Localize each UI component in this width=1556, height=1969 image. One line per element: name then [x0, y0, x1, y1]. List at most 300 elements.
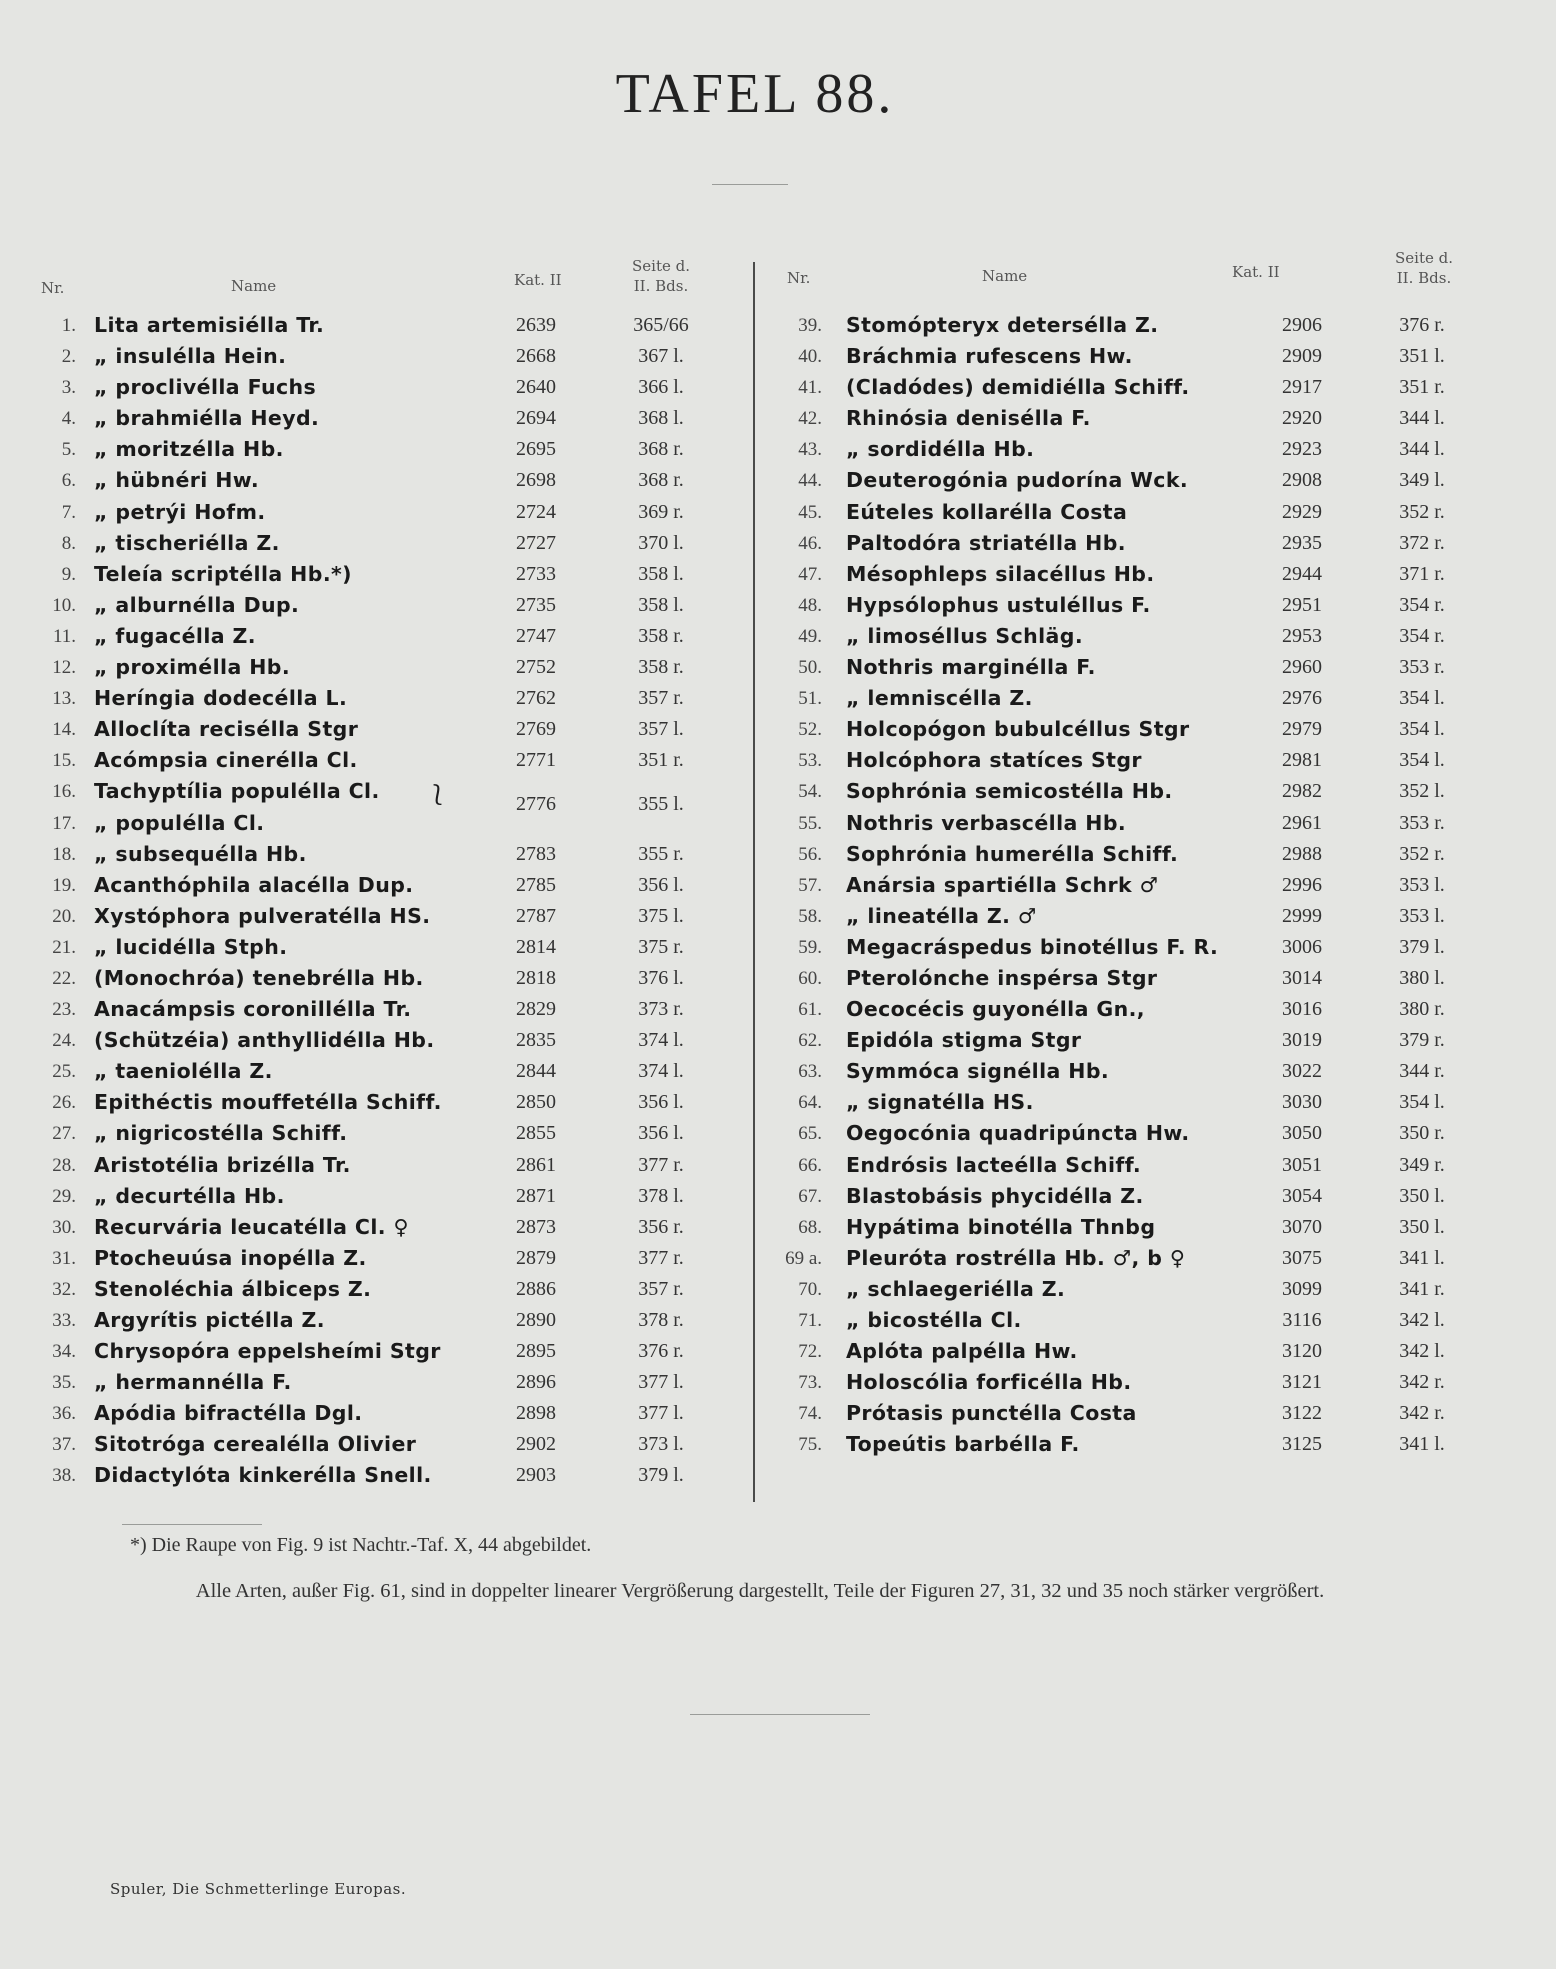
- species-name: Stenoléchia álbiceps Z.: [94, 1276, 372, 1301]
- row-number: 36.: [52, 1403, 76, 1425]
- species-name: „ nigricostélla Schiff.: [94, 1121, 348, 1146]
- row-number: 22.: [52, 967, 76, 989]
- catalogue-number: 2909: [1282, 345, 1322, 368]
- catalogue-number: 2988: [1282, 842, 1322, 865]
- row-number: 10.: [52, 594, 76, 616]
- catalogue-number: 2902: [516, 1433, 556, 1456]
- row-number: 4.: [61, 408, 76, 430]
- page-reference: 354 l.: [1399, 718, 1445, 741]
- species-name: Chrysopóra eppelsheími Stgr: [94, 1339, 441, 1364]
- page-reference: 356 r.: [638, 1215, 684, 1238]
- row-number: 75.: [798, 1434, 822, 1456]
- table-row: [782, 1087, 1482, 1118]
- table-row: [782, 901, 1482, 932]
- row-number: 51.: [798, 688, 822, 710]
- table-row: [36, 994, 736, 1025]
- table-row: [36, 1243, 736, 1274]
- table-row: [36, 1429, 736, 1460]
- catalogue-number: 2951: [1282, 593, 1322, 616]
- table-row: [782, 1118, 1482, 1149]
- row-number: 3.: [61, 377, 76, 399]
- table-row: [782, 1367, 1482, 1398]
- row-number: 12.: [52, 657, 76, 679]
- species-name: Sitotróga cerealélla Olivier: [94, 1432, 417, 1457]
- page-reference: 368 l.: [638, 407, 684, 430]
- species-name: Symmóca signélla Hb.: [846, 1059, 1110, 1084]
- page-reference: 368 r.: [638, 469, 684, 492]
- catalogue-number: 2769: [516, 718, 556, 741]
- species-name: Megacráspedus binotéllus F. R.: [846, 934, 1219, 959]
- species-name: „ schlaegeriélla Z.: [846, 1276, 1066, 1301]
- catalogue-number: 2981: [1282, 749, 1322, 772]
- species-name: „ decurtélla Hb.: [94, 1183, 285, 1208]
- species-name: (Monochróa) tenebrélla Hb.: [94, 965, 424, 990]
- page-reference: 376 r.: [638, 1340, 684, 1363]
- page-reference: 350 l.: [1399, 1215, 1445, 1238]
- row-number: 1.: [61, 315, 76, 336]
- page-reference: 351 l.: [1399, 345, 1445, 368]
- table-row: [782, 559, 1482, 590]
- page-reference: 375 r.: [638, 935, 684, 958]
- table-row: [36, 1398, 736, 1429]
- row-number: 46.: [798, 532, 822, 554]
- row-number: 23.: [52, 999, 76, 1021]
- species-name: „ brahmiélla Heyd.: [94, 406, 320, 431]
- species-table-left: [36, 250, 736, 1492]
- catalogue-number: 2979: [1282, 718, 1322, 741]
- species-name: Heríngia dodecélla L.: [94, 686, 348, 711]
- brace-upper-icon: ⎱: [428, 783, 448, 806]
- species-name: Recurvária leucatélla Cl. ♀: [94, 1214, 409, 1239]
- row-number: 67.: [798, 1185, 822, 1207]
- row-number: 71.: [798, 1310, 822, 1331]
- page-reference: 354 l.: [1399, 687, 1445, 710]
- table-row: [782, 1243, 1482, 1274]
- row-number: 59.: [798, 936, 822, 958]
- catalogue-number: 3054: [1282, 1184, 1322, 1207]
- page-reference: 358 l.: [638, 593, 684, 616]
- page-reference: 373 r.: [638, 998, 684, 1021]
- table-row: [36, 652, 736, 683]
- row-number: 45.: [798, 501, 822, 523]
- species-name: Pleuróta rostrélla Hb. ♂, b ♀: [846, 1245, 1186, 1270]
- catalogue-number: 2724: [516, 500, 556, 523]
- species-name: Deuterogónia pudorína Wck.: [846, 468, 1189, 493]
- catalogue-number: 2908: [1282, 469, 1322, 492]
- merged-catalogue-number: 2776: [516, 792, 556, 815]
- page-reference: 341 l.: [1399, 1433, 1445, 1456]
- title-divider: [712, 184, 788, 185]
- row-number: 41.: [798, 377, 822, 399]
- row-number: 38.: [52, 1465, 76, 1487]
- species-name: „ taeniolélla Z.: [94, 1059, 273, 1084]
- species-name: Holcóphora statíces Stgr: [846, 748, 1142, 773]
- row-number: 33.: [52, 1310, 76, 1331]
- page-reference: 372 r.: [1399, 531, 1445, 554]
- species-name: „ lemniscélla Z.: [846, 686, 1033, 711]
- table-row: [36, 1336, 736, 1367]
- page-reference: 341 l.: [1399, 1246, 1445, 1269]
- table-row: [782, 776, 1482, 807]
- page-reference: 344 r.: [1399, 1060, 1445, 1083]
- species-name: Anacámpsis coronillélla Tr.: [94, 997, 412, 1022]
- page-reference: 341 r.: [1399, 1277, 1445, 1300]
- species-name: „ bicostélla Cl.: [846, 1308, 1022, 1332]
- plate-title: TAFEL 88.: [615, 63, 895, 125]
- catalogue-number: 3022: [1282, 1060, 1322, 1083]
- row-number: 48.: [798, 594, 822, 616]
- row-number: 53.: [798, 750, 822, 772]
- header-name: Name: [982, 267, 1028, 285]
- catalogue-number: 2695: [516, 438, 556, 461]
- row-number: 8.: [61, 532, 76, 554]
- page-reference: 378 r.: [638, 1309, 684, 1331]
- table-row: [782, 963, 1482, 994]
- table-row: [782, 683, 1482, 714]
- table-row: [782, 465, 1482, 496]
- table-row: [36, 310, 736, 341]
- row-number: 70.: [798, 1278, 822, 1300]
- row-number: 7.: [61, 501, 76, 523]
- catalogue-number: 2903: [516, 1464, 556, 1487]
- table-row: [36, 497, 736, 528]
- page-reference: 344 l.: [1399, 438, 1445, 461]
- species-name: Nothris verbascélla Hb.: [846, 810, 1127, 835]
- species-name: „ subsequélla Hb.: [94, 841, 307, 866]
- rows-left: [36, 310, 736, 1492]
- species-name: „ alburnélla Dup.: [94, 592, 300, 617]
- page-reference: 353 r.: [1399, 811, 1445, 834]
- page-reference: 380 r.: [1399, 998, 1445, 1021]
- row-number: 58.: [798, 905, 822, 927]
- page-reference: 349 l.: [1399, 469, 1445, 492]
- catalogue-number: 3016: [1282, 998, 1322, 1021]
- table-row: [36, 1150, 736, 1181]
- page-reference: 366 l.: [638, 376, 684, 399]
- species-name: „ lineatélla Z. ♂: [846, 903, 1037, 928]
- row-number: 66.: [798, 1154, 822, 1176]
- table-row: [782, 994, 1482, 1025]
- table-row: [782, 1336, 1482, 1367]
- species-name: „ insuléllа Hein.: [94, 344, 287, 369]
- catalogue-number: 2871: [516, 1184, 556, 1207]
- table-row: [36, 590, 736, 621]
- row-number: 74.: [798, 1403, 822, 1425]
- table-row: [36, 1025, 736, 1056]
- table-row: [782, 590, 1482, 621]
- page-reference: 375 l.: [638, 904, 684, 927]
- page-reference: 370 l.: [638, 531, 684, 554]
- catalogue-number: 2906: [1282, 314, 1322, 336]
- species-name: Xystóphora pulveratélla HS.: [94, 903, 431, 928]
- species-name: Holcopógon bubulcéllus Stgr: [846, 717, 1190, 742]
- row-number: 57.: [798, 874, 822, 896]
- bottom-divider: [690, 1714, 870, 1715]
- page-reference: 376 l.: [638, 966, 684, 989]
- catalogue-number: 3070: [1282, 1215, 1322, 1238]
- page-reference: 356 l.: [638, 1091, 684, 1114]
- page-reference: 354 r.: [1399, 624, 1445, 647]
- row-number: 43.: [798, 439, 822, 461]
- row-number: 62.: [798, 1030, 822, 1052]
- catalogue-number: 3122: [1282, 1402, 1322, 1425]
- table-row: [36, 528, 736, 559]
- row-number: 31.: [52, 1247, 76, 1269]
- table-row: [36, 870, 736, 901]
- species-name: Aplóta palpélla Hw.: [846, 1339, 1078, 1364]
- table-row: [782, 1398, 1482, 1429]
- catalogue-number: 2944: [1282, 562, 1322, 585]
- table-row: [782, 1025, 1482, 1056]
- catalogue-number: 2735: [516, 593, 556, 616]
- header-kat: Kat. II: [514, 271, 562, 289]
- species-name: Teleía scriptélla Hb.*): [94, 561, 352, 586]
- species-name: „ proximélla Hb.: [94, 655, 291, 680]
- table-row: [782, 1150, 1482, 1181]
- row-number: 39.: [798, 315, 822, 336]
- page-reference: 374 l.: [638, 1060, 684, 1083]
- catalogue-number: 2829: [516, 998, 556, 1021]
- table-row: [782, 1056, 1482, 1087]
- page-reference: 379 l.: [638, 1464, 684, 1487]
- page-reference: 358 r.: [638, 656, 684, 679]
- row-number: 27.: [52, 1123, 76, 1145]
- species-name: „ fugacélla Z.: [94, 623, 256, 648]
- row-number: 61.: [798, 999, 822, 1021]
- row-number: 18.: [52, 843, 76, 865]
- catalogue-number: 3019: [1282, 1029, 1322, 1052]
- catalogue-number: 2785: [516, 873, 556, 896]
- species-name: Oegocónia quadripúncta Hw.: [846, 1121, 1190, 1146]
- row-number: 68.: [798, 1216, 822, 1238]
- species-name: „ lucidélla Stph.: [94, 934, 288, 959]
- species-name: Mésophleps silacéllus Hb.: [846, 561, 1155, 586]
- species-name: Pterolónche inspérsa Stgr: [846, 965, 1158, 990]
- table-row: [782, 1429, 1482, 1460]
- catalogue-number: 3075: [1282, 1246, 1322, 1269]
- page-reference: 353 r.: [1399, 656, 1445, 679]
- page-reference: 377 r.: [638, 1246, 684, 1269]
- catalogue-number: 3014: [1282, 966, 1322, 989]
- header-seite: [626, 256, 696, 296]
- table-row: [782, 839, 1482, 870]
- table-row: [782, 1305, 1482, 1336]
- catalogue-number: 2961: [1282, 811, 1322, 834]
- row-number: 24.: [52, 1030, 76, 1052]
- magnification-note: Alle Arten, außer Fig. 61, sind in doppelter linearer Vergrößerung dargestellt, Teile der Figuren 27, 31, 32 und 35 noch stärker vergrößert.: [195, 1580, 1325, 1602]
- header-kat: Kat. II: [1232, 263, 1280, 281]
- catalogue-number: 2855: [516, 1122, 556, 1145]
- table-row: [36, 372, 736, 403]
- page-reference: 368 r.: [638, 438, 684, 461]
- species-name: Prótasis punctélla Costa: [846, 1401, 1137, 1426]
- species-name: (Cladódes) demidiélla Schiff.: [846, 375, 1190, 400]
- header-seite-line2: II. Bds.: [633, 277, 689, 295]
- species-name: Apódia bifractélla Dgl.: [94, 1401, 363, 1426]
- species-name: Aristotélia brizélla Tr.: [94, 1152, 351, 1177]
- rows-right: [782, 310, 1482, 1460]
- page-reference: 352 r.: [1399, 842, 1445, 865]
- species-name: Endrósis lacteélla Schiff.: [846, 1152, 1142, 1177]
- row-number: 19.: [52, 874, 76, 896]
- species-name: Oecocécis guyonélla Gn.,: [846, 997, 1145, 1022]
- table-row: [36, 465, 736, 496]
- catalogue-number: 2818: [516, 966, 556, 989]
- row-number: 64.: [798, 1092, 822, 1114]
- table-row: [782, 714, 1482, 745]
- row-number: 37.: [52, 1434, 76, 1456]
- catalogue-number: 2996: [1282, 873, 1322, 896]
- catalogue-number: 2787: [516, 904, 556, 927]
- catalogue-number: 2747: [516, 624, 556, 647]
- table-row: [36, 403, 736, 434]
- page-reference: 374 l.: [638, 1029, 684, 1052]
- page-reference: 351 r.: [638, 749, 684, 772]
- row-number: 17.: [52, 812, 76, 834]
- table-row: [782, 808, 1482, 839]
- publisher-line: Spuler, Die Schmetterlinge Europas.: [110, 1880, 407, 1898]
- catalogue-number: 2783: [516, 842, 556, 865]
- species-name: Acanthóphila alacélla Dup.: [94, 872, 414, 897]
- table-row: [36, 1212, 736, 1243]
- catalogue-number: 2844: [516, 1060, 556, 1083]
- catalogue-number: 2920: [1282, 407, 1322, 430]
- catalogue-number: 3121: [1282, 1371, 1322, 1394]
- page-reference: 350 r.: [1399, 1122, 1445, 1145]
- table-row: [36, 745, 736, 776]
- table-row: [782, 403, 1482, 434]
- page-reference: 350 l.: [1399, 1184, 1445, 1207]
- table-row: [36, 932, 736, 963]
- catalogue-number: 2886: [516, 1277, 556, 1300]
- table-row: [36, 1460, 736, 1491]
- species-name: Paltodóra striatélla Hb.: [846, 530, 1126, 555]
- row-number: 40.: [798, 346, 822, 368]
- page-reference: 342 r.: [1399, 1402, 1445, 1425]
- page-reference: 354 l.: [1399, 1091, 1445, 1114]
- table-row: [782, 497, 1482, 528]
- catalogue-number: 2976: [1282, 687, 1322, 710]
- table-row: [782, 310, 1482, 341]
- table-header-right: [782, 250, 1482, 310]
- table-row: [36, 839, 736, 870]
- page-reference: 342 r.: [1399, 1371, 1445, 1394]
- row-number: 60.: [798, 967, 822, 989]
- catalogue-number: 3125: [1282, 1433, 1322, 1456]
- page-reference: 354 r.: [1399, 593, 1445, 616]
- row-number: 47.: [798, 563, 822, 585]
- species-name: Argyrítis pictélla Z.: [94, 1308, 325, 1332]
- page-reference: 356 l.: [638, 1122, 684, 1145]
- page-reference: 358 r.: [638, 624, 684, 647]
- row-number: 50.: [798, 657, 822, 679]
- row-number: 29.: [52, 1185, 76, 1207]
- catalogue-number: 2917: [1282, 376, 1322, 399]
- catalogue-number: 2640: [516, 376, 556, 399]
- catalogue-number: 2694: [516, 407, 556, 430]
- table-row: [36, 1274, 736, 1305]
- species-name: Epithéctis mouffetélla Schiff.: [94, 1090, 442, 1115]
- page-reference: 379 r.: [1399, 1029, 1445, 1052]
- species-name: Blastobásis phycidélla Z.: [846, 1183, 1144, 1208]
- page-reference: 377 l.: [638, 1402, 684, 1425]
- catalogue-number: 2850: [516, 1091, 556, 1114]
- row-number: 26.: [52, 1092, 76, 1114]
- table-row: [782, 434, 1482, 465]
- table-row: [782, 932, 1482, 963]
- row-number: 25.: [52, 1061, 76, 1083]
- catalogue-number: 2982: [1282, 780, 1322, 803]
- species-name: Sophrónia humerélla Schiff.: [846, 841, 1179, 866]
- page-reference: 371 r.: [1399, 562, 1445, 585]
- catalogue-number: 2814: [516, 935, 556, 958]
- species-name: Hypsólophus ustuléllus F.: [846, 592, 1151, 617]
- table-row: [36, 1056, 736, 1087]
- table-row: [782, 652, 1482, 683]
- table-row: [36, 901, 736, 932]
- table-row: [782, 341, 1482, 372]
- species-name: „ limoséllus Schläg.: [846, 623, 1084, 648]
- merged-page-reference: 355 l.: [638, 792, 684, 815]
- catalogue-number: 2835: [516, 1029, 556, 1052]
- species-name: Lita artemisiélla Tr.: [94, 313, 325, 337]
- page-reference: 377 l.: [638, 1371, 684, 1394]
- species-name: „ signatélla HS.: [846, 1090, 1034, 1115]
- catalogue-number: 2999: [1282, 904, 1322, 927]
- row-number: 13.: [52, 688, 76, 710]
- page-reference: 349 r.: [1399, 1153, 1445, 1176]
- species-name: „ hermannélla F.: [94, 1370, 292, 1395]
- table-row: [36, 341, 736, 372]
- row-number: 34.: [52, 1341, 76, 1363]
- species-name: „ moritzélla Hb.: [94, 437, 284, 462]
- page-reference: 352 r.: [1399, 500, 1445, 523]
- species-name: Nothris marginélla F.: [846, 655, 1096, 680]
- page-reference: 352 l.: [1399, 780, 1445, 803]
- row-number: 16.: [52, 781, 76, 803]
- page-reference: 373 l.: [638, 1433, 684, 1456]
- species-name: Alloclíta recisélla Stgr: [94, 717, 359, 742]
- table-row: [36, 963, 736, 994]
- catalogue-number: 2929: [1282, 500, 1322, 523]
- catalogue-number: 2960: [1282, 656, 1322, 679]
- species-name: Stomópteryx detersélla Z.: [846, 313, 1159, 337]
- table-row: [36, 1305, 736, 1336]
- row-number: 52.: [798, 719, 822, 741]
- table-row: [36, 434, 736, 465]
- row-number: 42.: [798, 408, 822, 430]
- table-row: [36, 1087, 736, 1118]
- table-row: [36, 1118, 736, 1149]
- species-name: Didactylóta kinkerélla Snell.: [94, 1463, 432, 1488]
- species-name: Bráchmia rufescens Hw.: [846, 344, 1133, 369]
- catalogue-number: 3120: [1282, 1340, 1322, 1363]
- header-seite-line1: Seite d.: [632, 257, 690, 275]
- table-row: [782, 1274, 1482, 1305]
- table-row: [36, 714, 736, 745]
- page-reference: 351 r.: [1399, 376, 1445, 399]
- header-seite: [1389, 248, 1459, 288]
- catalogue-number: 3050: [1282, 1122, 1322, 1145]
- species-name: Eúteles kollarélla Costa: [846, 499, 1128, 524]
- catalogue-number: 2923: [1282, 438, 1322, 461]
- table-row: [36, 1367, 736, 1398]
- row-number: 63.: [798, 1061, 822, 1083]
- table-row: [36, 1181, 736, 1212]
- species-name: Anársia spartiélla Schrk ♂: [846, 872, 1159, 897]
- row-number: 14.: [52, 719, 76, 741]
- page-reference: 365/66: [633, 314, 689, 336]
